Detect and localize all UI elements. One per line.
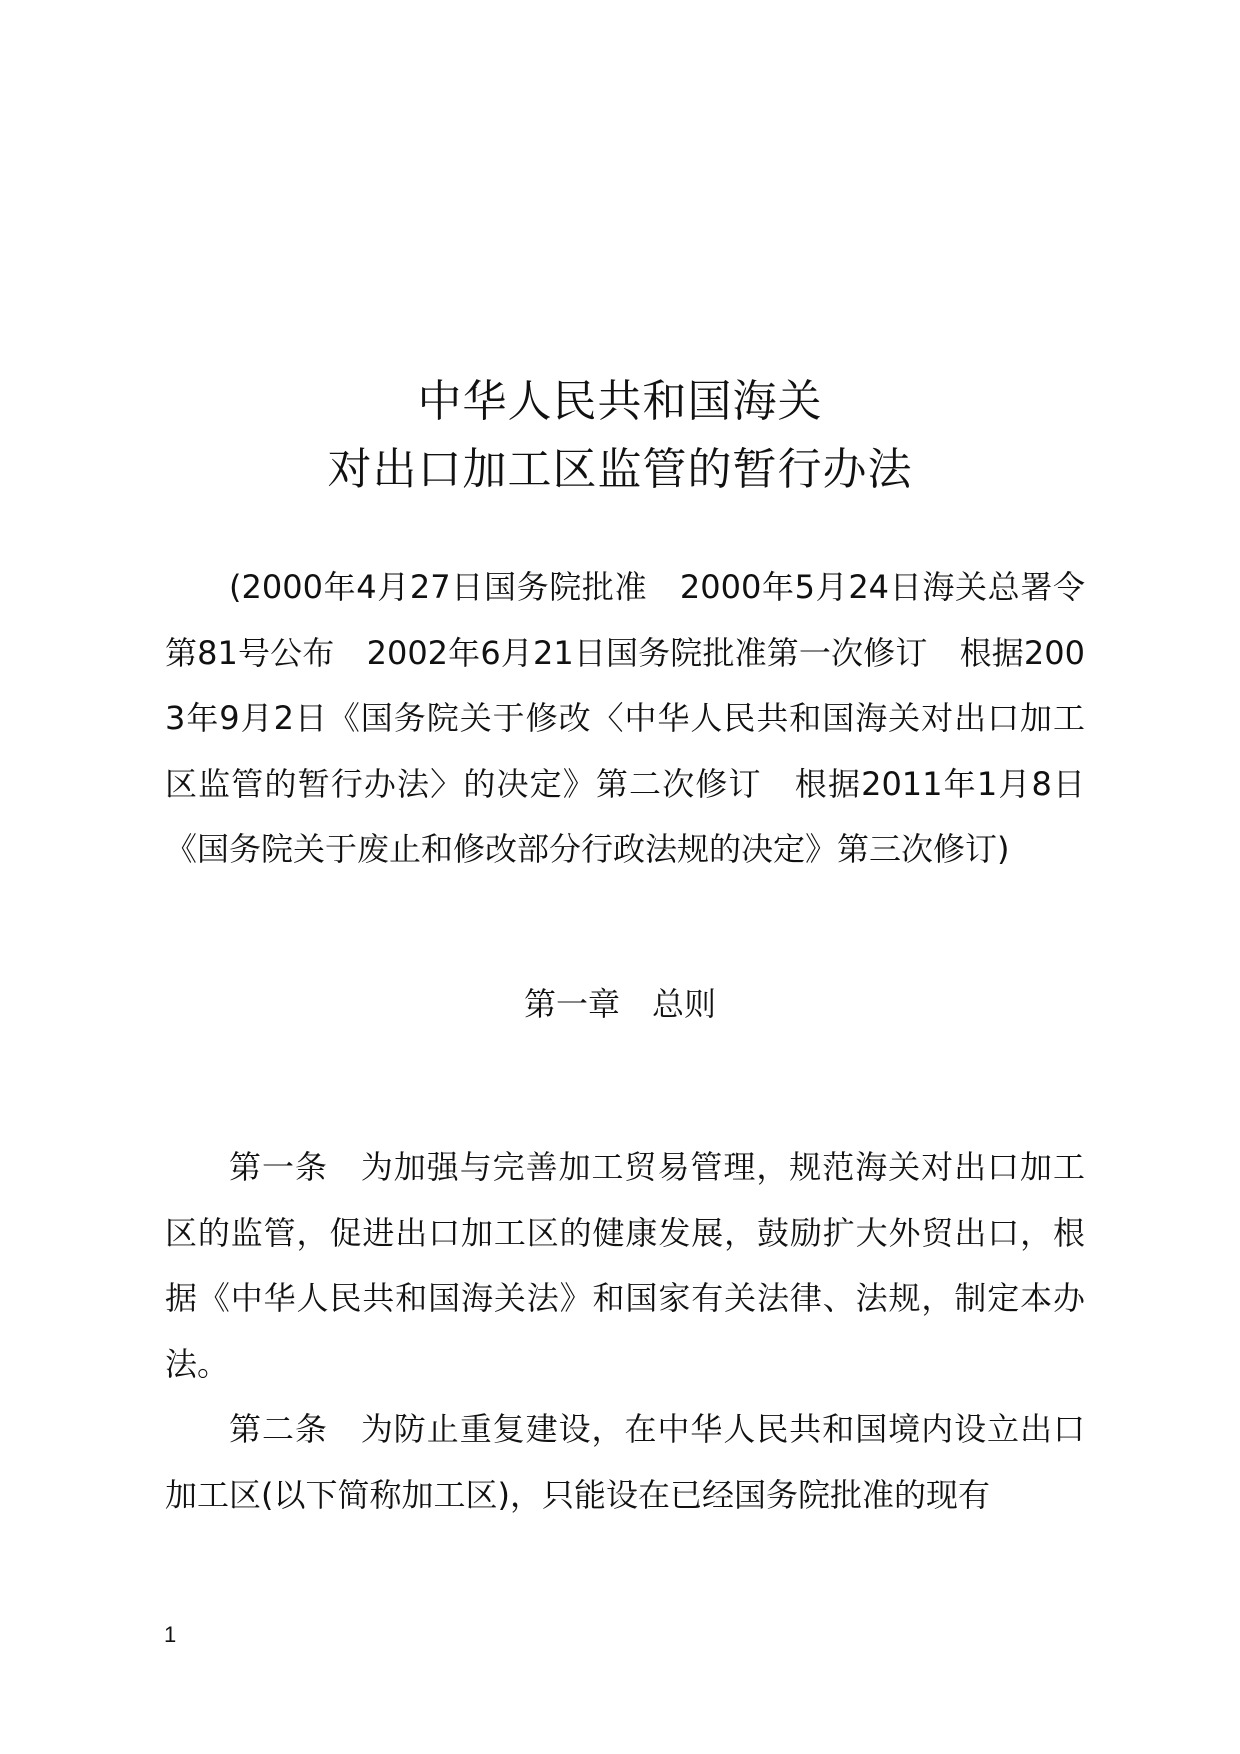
article-number: 第二条 xyxy=(229,1410,361,1448)
chapter-heading: 第一章 总则 xyxy=(523,985,716,1023)
revision-note: (2000年4月27日国务院批准 2000年5月24日海关总署令第81号公布 2002年6月21日国务院批准第一次修订 根据2003年9月2日《国务院关于修改〈中华人民共和国海关对出口加工区监管的暂行办法〉的决定》第二次修订 根据2011年1月8日《国务院关于废止和修改部分行政法规的决定》第三次修订) xyxy=(165,568,1085,868)
article-1 xyxy=(165,1135,1085,1397)
articles-section xyxy=(165,1135,1085,1528)
page-number: 1 xyxy=(164,1622,177,1647)
document-title-line-2: 对出口加工区监管的暂行办法 xyxy=(327,444,913,495)
article-text: 为防止重复建设，在中华人民共和国境内设立出口加工区(以下简称加工区)，只能设在已经国务院批准的现有 xyxy=(165,1410,1085,1514)
article-number: 第一条 xyxy=(229,1148,361,1186)
article-text: 为加强与完善加工贸易管理，规范海关对出口加工区的监管，促进出口加工区的健康发展，鼓励扩大外贸出口，根据《中华人民共和国海关法》和国家有关法律、法规，制定本办法。 xyxy=(165,1148,1085,1383)
article-2 xyxy=(165,1397,1085,1528)
document-title-line-1: 中华人民共和国海关 xyxy=(417,376,823,427)
